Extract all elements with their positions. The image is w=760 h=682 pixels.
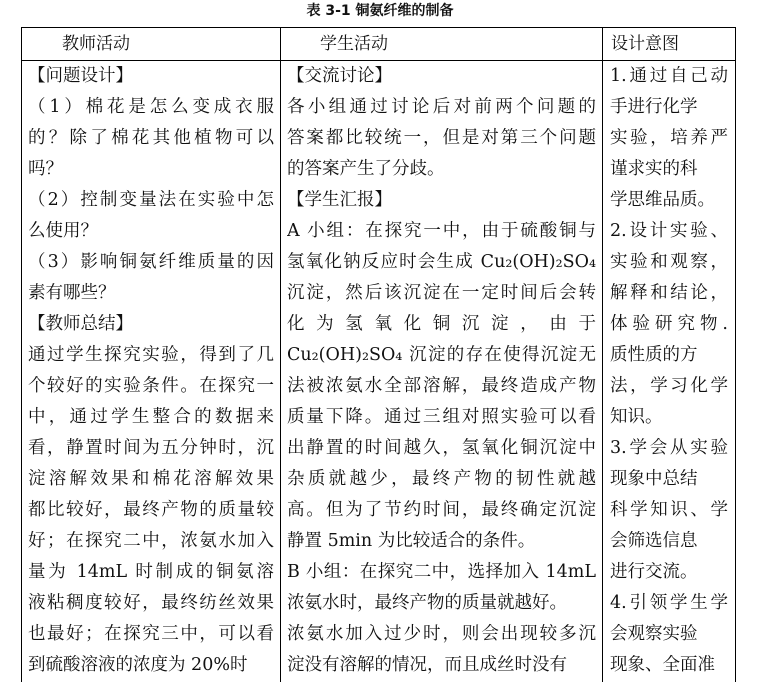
design-intent-cell bbox=[610, 61, 728, 682]
header-design-intent: 设计意图 bbox=[611, 34, 679, 54]
text-line: 的？除了棉花其他植物可以 bbox=[28, 128, 274, 148]
text-line: 到硫酸溶液的浓度为 20%时 bbox=[28, 655, 248, 675]
text-line: 氢氧化钠反应时会生成 Cu₂(OH)₂SO₄ bbox=[287, 252, 596, 272]
text-line: 好；在探究二中，浓氨水加入 bbox=[28, 531, 274, 551]
text-line: 【交流讨论】 bbox=[287, 66, 392, 86]
text-line: 高。但为了节约时间，最终确定沉淀 bbox=[287, 500, 596, 520]
text-line: 会观察实验 bbox=[610, 624, 698, 644]
header-teacher-activity: 教师活动 bbox=[62, 34, 130, 54]
table-caption: 表 3-1 铜氨纤维的制备 bbox=[306, 3, 454, 19]
text-line: 也最好；在探究三中，可以看 bbox=[28, 624, 274, 644]
text-line: 液粘稠度较好，最终纺丝效果 bbox=[28, 593, 274, 613]
text-line: 个较好的实验条件。在探究一 bbox=[28, 376, 274, 396]
text-line: 化 为 氢 氧 化 铜 沉 淀 ， 由 于 bbox=[287, 314, 596, 334]
text-line: 么使用？ bbox=[28, 221, 98, 241]
table-left-border bbox=[21, 27, 22, 682]
text-line: 1.通过自己动 bbox=[610, 66, 728, 86]
student-activity-cell bbox=[287, 61, 596, 682]
column-divider-1 bbox=[280, 27, 281, 682]
text-line: 出静置的时间越久，氢氧化铜沉淀中 bbox=[287, 438, 596, 458]
text-line: 知识。 bbox=[610, 407, 663, 427]
text-line: 质性质的方 bbox=[610, 345, 698, 365]
text-line: 通过学生探究实验，得到了几 bbox=[28, 345, 274, 365]
column-divider-2 bbox=[602, 27, 603, 682]
text-line: 都比较好，最终产物的质量较 bbox=[28, 500, 274, 520]
text-line: 学思维品质。 bbox=[610, 190, 715, 210]
text-line: 淀没有溶解的情况，而且成丝时没有 bbox=[287, 655, 567, 675]
text-line: 实验和观察， bbox=[610, 252, 728, 272]
text-line: A 小组：在探究一中，由于硫酸铜与 bbox=[287, 221, 596, 241]
text-line: 中，通过学生整合的数据来 bbox=[28, 407, 274, 427]
text-line: （1）棉花是怎么变成衣服 bbox=[28, 97, 274, 117]
text-line: 沉淀，然后该沉淀在一定时间后会转 bbox=[287, 283, 596, 303]
text-line: （2）控制变量法在实验中怎 bbox=[28, 190, 274, 210]
text-line: 科学知识、学 bbox=[610, 500, 728, 520]
text-line: 现象、全面准 bbox=[610, 655, 715, 675]
text-line: 【问题设计】 bbox=[28, 66, 133, 86]
header-student-activity: 学生活动 bbox=[320, 34, 388, 54]
text-line: 淀溶解效果和棉花溶解效果 bbox=[28, 469, 274, 489]
text-line: 4.引领学生学 bbox=[610, 593, 728, 613]
text-line: 【教师总结】 bbox=[28, 314, 133, 334]
text-line: 量为 14mL 时制成的铜氨溶 bbox=[28, 562, 274, 582]
text-line: 手进行化学 bbox=[610, 97, 698, 117]
text-line: 3.学会从实验 bbox=[610, 438, 728, 458]
text-line: 【学生汇报】 bbox=[287, 190, 392, 210]
text-line: 法，学习化学 bbox=[610, 376, 728, 396]
text-line: 各小组通过讨论后对前两个问题的 bbox=[287, 97, 596, 117]
text-line: 素有哪些？ bbox=[28, 283, 116, 303]
text-line: 现象中总结 bbox=[610, 469, 698, 489]
text-line: 会筛选信息 bbox=[610, 531, 698, 551]
text-line: 谨求实的科 bbox=[610, 159, 698, 179]
text-line: 体验研究物. bbox=[610, 314, 728, 334]
text-line: Cu₂(OH)₂SO₄ 沉淀的存在使得沉淀无 bbox=[287, 345, 596, 365]
teacher-activity-cell bbox=[28, 61, 274, 682]
text-line: 杂质就越少，最终产物的韧性就越 bbox=[287, 469, 596, 489]
text-line: 进行交流。 bbox=[610, 562, 698, 582]
text-line: 法被浓氨水全部溶解，最终造成产物 bbox=[287, 376, 596, 396]
text-line: （3）影响铜氨纤维质量的因 bbox=[28, 252, 274, 272]
text-line: 静置 5min 为比较适合的条件。 bbox=[287, 531, 536, 551]
text-line: 质量下降。通过三组对照实验可以看 bbox=[287, 407, 596, 427]
text-line: B 小组：在探究二中，选择加入 14mL bbox=[287, 562, 596, 582]
text-line: 的答案产生了分歧。 bbox=[287, 159, 445, 179]
text-line: 浓氨水时，最终产物的质量就越好。 bbox=[287, 593, 567, 613]
text-line: 吗？ bbox=[28, 159, 63, 179]
table-right-border bbox=[735, 27, 736, 682]
text-line: 浓氨水加入过少时，则会出现较多沉 bbox=[287, 624, 596, 644]
text-line: 看，静置时间为五分钟时，沉 bbox=[28, 438, 274, 458]
text-line: 实验，培养严 bbox=[610, 128, 728, 148]
text-line: 2.设计实验、 bbox=[610, 221, 728, 241]
text-line: 解释和结论， bbox=[610, 283, 728, 303]
text-line: 答案都比较统一，但是对第三个问题 bbox=[287, 128, 596, 148]
